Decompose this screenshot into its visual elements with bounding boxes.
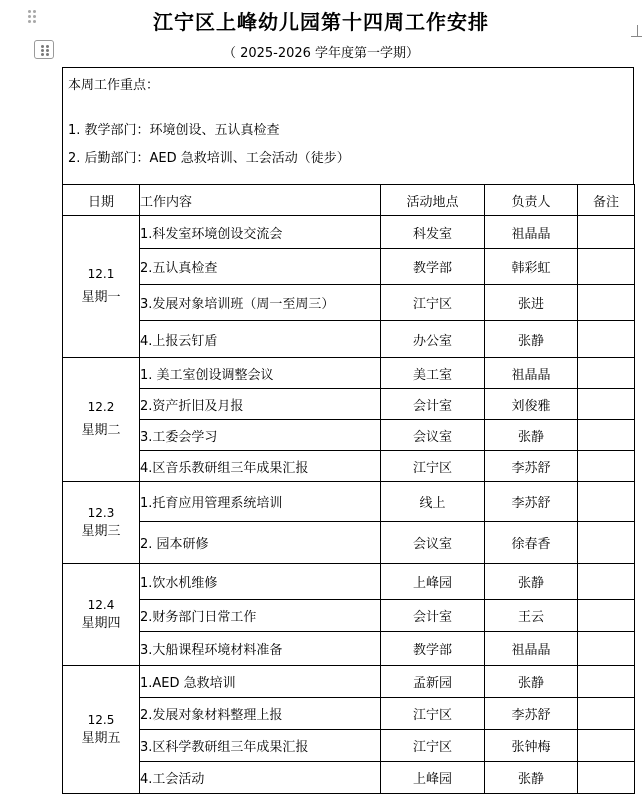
table-row[interactable]	[63, 762, 635, 794]
task-note[interactable]	[578, 482, 635, 522]
table-row[interactable]	[63, 321, 635, 358]
schedule-table[interactable]	[62, 184, 635, 794]
header-note: 备注	[578, 185, 635, 216]
task-note[interactable]	[578, 420, 635, 451]
task-content[interactable]: 2. 园本研修	[140, 522, 381, 564]
task-location[interactable]: 会计室	[381, 389, 485, 420]
task-content[interactable]: 1.科发室环境创设交流会	[140, 216, 381, 249]
date-number: 12.4	[87, 597, 115, 612]
table-row[interactable]	[63, 249, 635, 285]
table-row[interactable]	[63, 420, 635, 451]
task-content[interactable]: 1. 美工室创设调整会议	[140, 358, 381, 389]
task-note[interactable]	[578, 216, 635, 249]
task-person[interactable]: 韩彩虹	[485, 249, 578, 285]
task-note[interactable]	[578, 730, 635, 762]
task-location[interactable]: 江宁区	[381, 285, 485, 321]
task-content[interactable]: 4.区音乐教研组三年成果汇报	[140, 451, 381, 482]
task-location[interactable]: 江宁区	[381, 698, 485, 730]
task-person[interactable]: 祖晶晶	[485, 632, 578, 666]
header-person: 负责人	[485, 185, 578, 216]
weekly-focus-box[interactable]	[62, 67, 634, 185]
task-content[interactable]: 4.工会活动	[140, 762, 381, 794]
task-location[interactable]: 会议室	[381, 522, 485, 564]
task-note[interactable]	[578, 698, 635, 730]
date-weekday: 星期三	[81, 523, 121, 539]
task-content[interactable]: 1.饮水机维修	[140, 564, 381, 600]
task-location[interactable]: 教学部	[381, 249, 485, 285]
table-row[interactable]	[63, 666, 635, 698]
document-subtitle[interactable]: （ 2025-2026 学年度第一学期）	[222, 46, 420, 61]
task-person[interactable]: 张进	[485, 285, 578, 321]
task-content[interactable]: 3.大船课程环境材料准备	[140, 632, 381, 666]
table-row[interactable]	[63, 632, 635, 666]
task-location[interactable]: 美工室	[381, 358, 485, 389]
task-location[interactable]: 科发室	[381, 216, 485, 249]
task-content[interactable]: 3.工委会学习	[140, 420, 381, 451]
task-person[interactable]: 祖晶晶	[485, 216, 578, 249]
task-content[interactable]: 1.托育应用管理系统培训	[140, 482, 381, 522]
task-person[interactable]: 李苏舒	[485, 451, 578, 482]
table-row[interactable]	[63, 482, 635, 522]
task-person[interactable]: 李苏舒	[485, 698, 578, 730]
task-note[interactable]	[578, 522, 635, 564]
task-content[interactable]: 2.资产折旧及月报	[140, 389, 381, 420]
task-location[interactable]: 江宁区	[381, 730, 485, 762]
date-weekday: 星期四	[81, 615, 121, 631]
task-note[interactable]	[578, 666, 635, 698]
focus-item-logistics: 2. 后勤部门：AED 急救培训、工会活动（徒步）	[68, 151, 350, 166]
task-location[interactable]: 会议室	[381, 420, 485, 451]
header-location: 活动地点	[381, 185, 485, 216]
header-date: 日期	[63, 185, 140, 216]
date-weekday: 星期二	[81, 422, 121, 438]
task-content[interactable]: 2.财务部门日常工作	[140, 600, 381, 632]
date-number: 12.1	[87, 266, 115, 281]
task-location[interactable]: 办公室	[381, 321, 485, 358]
table-row[interactable]	[63, 564, 635, 600]
table-row[interactable]	[63, 730, 635, 762]
task-note[interactable]	[578, 358, 635, 389]
task-note[interactable]	[578, 632, 635, 666]
table-row[interactable]	[63, 389, 635, 420]
task-location[interactable]: 线上	[381, 482, 485, 522]
task-location[interactable]: 会计室	[381, 600, 485, 632]
task-person[interactable]: 王云	[485, 600, 578, 632]
task-note[interactable]	[578, 600, 635, 632]
task-note[interactable]	[578, 249, 635, 285]
task-location[interactable]: 教学部	[381, 632, 485, 666]
focus-heading: 本周工作重点：	[68, 78, 160, 93]
focus-item-teaching: 1. 教学部门：环境创设、五认真检查	[68, 123, 280, 138]
task-content[interactable]: 1.AED 急救培训	[140, 666, 381, 698]
task-content[interactable]: 2.发展对象材料整理上报	[140, 698, 381, 730]
date-number: 12.3	[87, 505, 115, 520]
date-weekday: 星期一	[81, 289, 121, 305]
task-person[interactable]: 张静	[485, 666, 578, 698]
task-content[interactable]: 3.发展对象培训班（周一至周三）	[140, 285, 381, 321]
table-row[interactable]	[63, 522, 635, 564]
task-note[interactable]	[578, 285, 635, 321]
task-note[interactable]	[578, 762, 635, 794]
task-note[interactable]	[578, 451, 635, 482]
task-note[interactable]	[578, 564, 635, 600]
task-content[interactable]: 2.五认真检查	[140, 249, 381, 285]
date-cell-thursday[interactable]	[63, 564, 140, 666]
task-person[interactable]: 刘俊雅	[485, 389, 578, 420]
task-location[interactable]: 上峰园	[381, 762, 485, 794]
task-person[interactable]: 张钟梅	[485, 730, 578, 762]
date-weekday: 星期五	[81, 730, 121, 746]
date-cell-friday[interactable]	[63, 666, 140, 794]
table-row[interactable]	[63, 451, 635, 482]
table-row[interactable]	[63, 600, 635, 632]
task-person[interactable]: 张静	[485, 762, 578, 794]
task-person[interactable]: 祖晶晶	[485, 358, 578, 389]
task-note[interactable]	[578, 321, 635, 358]
task-person[interactable]: 李苏舒	[485, 482, 578, 522]
table-row[interactable]	[63, 285, 635, 321]
task-location[interactable]: 孟新园	[381, 666, 485, 698]
task-person[interactable]: 张静	[485, 321, 578, 358]
table-row[interactable]	[63, 358, 635, 389]
date-cell-monday[interactable]	[63, 216, 140, 358]
table-row[interactable]	[63, 698, 635, 730]
task-location[interactable]: 江宁区	[381, 451, 485, 482]
task-content[interactable]: 3.区科学教研组三年成果汇报	[140, 730, 381, 762]
date-number: 12.5	[87, 712, 115, 727]
task-note[interactable]	[578, 389, 635, 420]
task-content[interactable]: 4.上报云钉盾	[140, 321, 381, 358]
date-cell-tuesday[interactable]	[63, 358, 140, 482]
document-title[interactable]: 江宁区上峰幼儿园第十四周工作安排	[153, 10, 489, 34]
date-cell-wednesday[interactable]	[63, 482, 140, 564]
task-person[interactable]: 徐春香	[485, 522, 578, 564]
task-location[interactable]: 上峰园	[381, 564, 485, 600]
task-person[interactable]: 张静	[485, 564, 578, 600]
header-content: 工作内容	[140, 185, 381, 216]
table-row[interactable]	[63, 216, 635, 249]
table-header-row	[63, 185, 635, 216]
date-number: 12.2	[87, 399, 115, 414]
task-person[interactable]: 张静	[485, 420, 578, 451]
